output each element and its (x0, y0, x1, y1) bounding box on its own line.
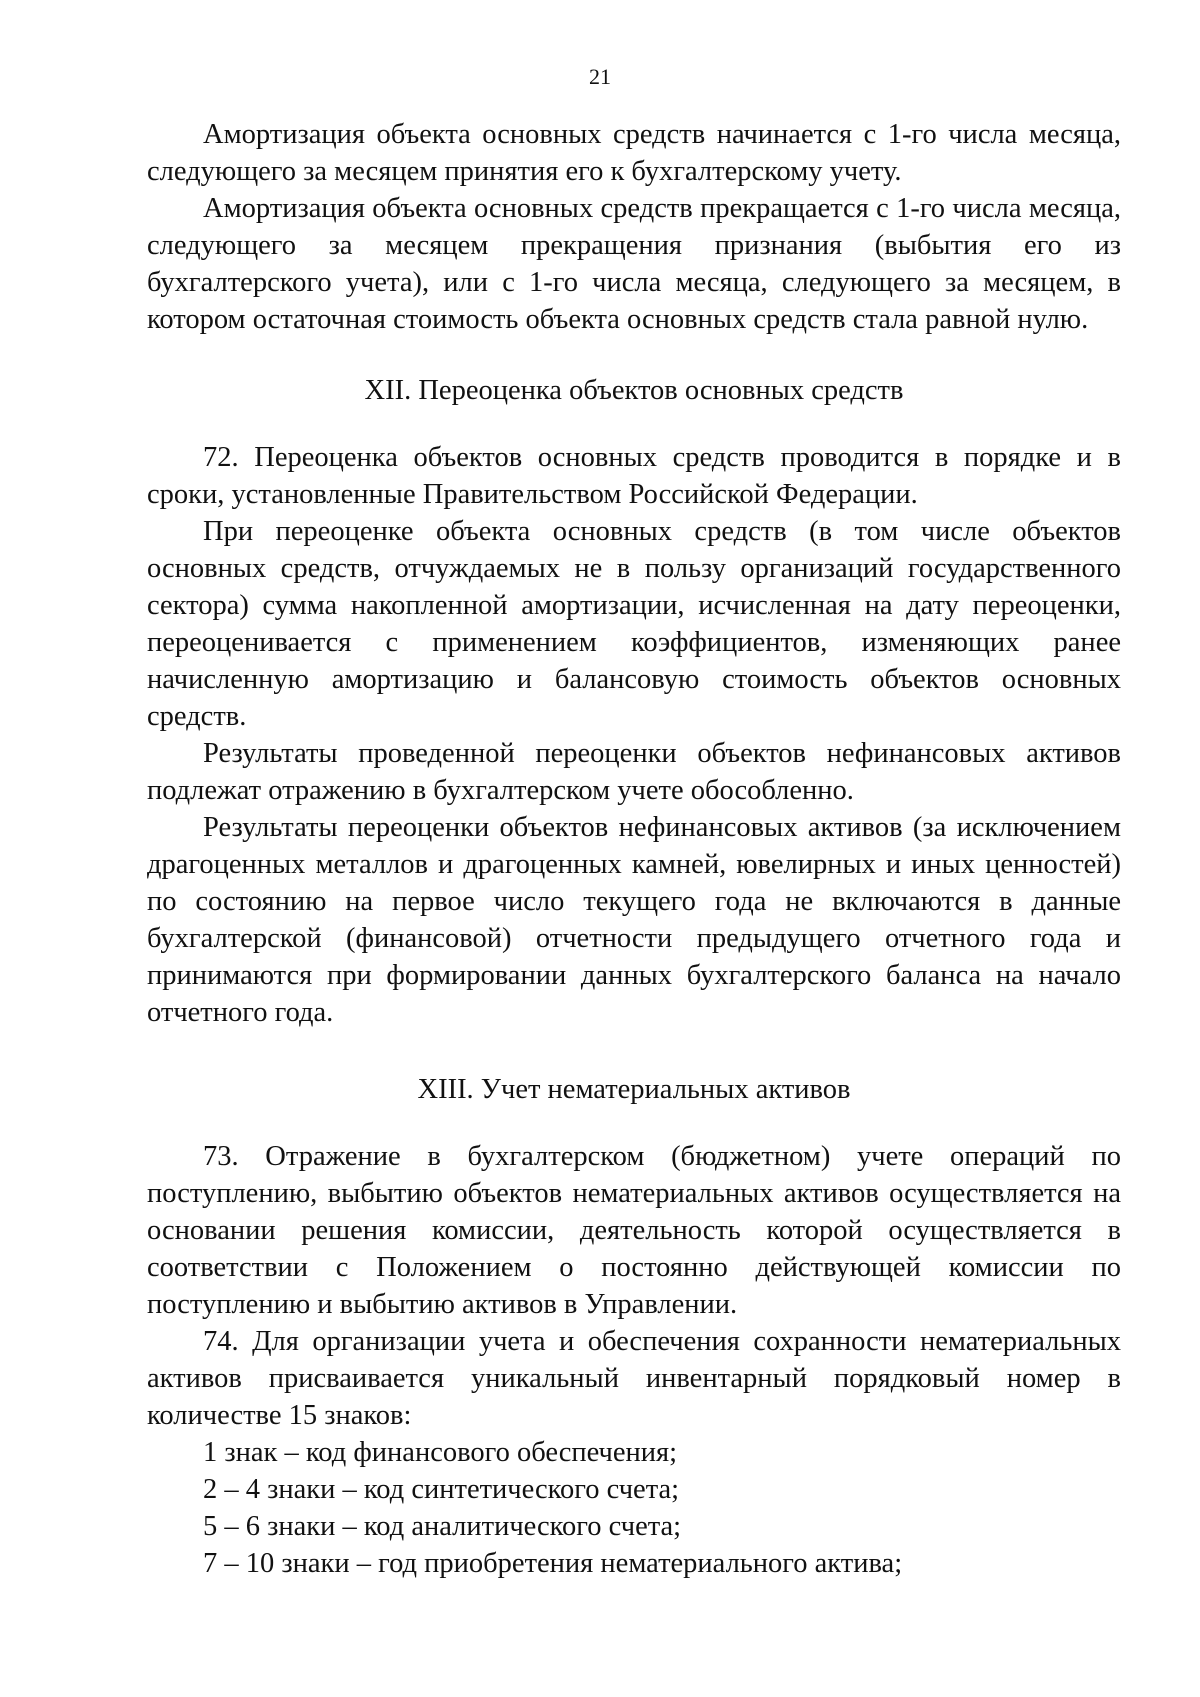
list-item-signs-2-4: 2 – 4 знаки – код синтетического счета; (203, 1474, 680, 1505)
paragraph-72: 72. Переоценка объектов основных средств проводится в порядке и в сроки, установленные Правительством Российской Федерации. (147, 442, 1121, 510)
page-number: 21 (589, 64, 611, 89)
list-item-signs-5-6: 5 – 6 знаки – код аналитического счета; (203, 1511, 682, 1542)
section-heading-xiii: XIII. Учет нематериальных активов (417, 1074, 851, 1105)
paragraph-depreciation-start: Амортизация объекта основных средств начинается с 1-го числа месяца, следующего за месяцем принятия его к бухгалтерскому учету. (147, 119, 1121, 187)
paragraph-74: 74. Для организации учета и обеспечения сохранности нематериальных активов присваивается уникальный инвентарный порядковый номер в количестве 15 знаков: (147, 1326, 1121, 1431)
list-item-signs-7-10: 7 – 10 знаки – год приобретения нематериального актива; (203, 1548, 903, 1579)
list-item-sign-1: 1 знак – код финансового обеспечения; (203, 1437, 678, 1468)
document-body (147, 116, 1121, 1582)
paragraph-revaluation-reporting: Результаты переоценки объектов нефинансовых активов (за исключением драгоценных металлов и драгоценных камней, ювелирных и иных ценностей) по состоянию на первое число текущего года не включаются в данные бухгалтерской (финансовой) отчетности предыдущего отчетного года и принимаются при формировании данных бухгалтерского баланса на начало отчетного года. (147, 812, 1121, 1028)
paragraph-revaluation-results: Результаты проведенной переоценки объектов нефинансовых активов подлежат отражению в бухгалтерском учете обособленно. (147, 738, 1121, 806)
paragraph-73: 73. Отражение в бухгалтерском (бюджетном) учете операций по поступлению, выбытию объектов нематериальных активов осуществляется на основании решения комиссии, деятельность которой осуществляется в соответствии с Положением о постоянно действующей комиссии по поступлению и выбытию активов в Управлении. (147, 1141, 1121, 1320)
paragraph-depreciation-stop: Амортизация объекта основных средств прекращается с 1-го числа месяца, следующего за месяцем прекращения признания (выбытия его из бухгалтерского учета), или с 1-го числа месяца, следующего за месяцем, в котором остаточная стоимость объекта основных средств стала равной нулю. (147, 193, 1121, 335)
paragraph-revaluation-depreciation: При переоценке объекта основных средств (в том числе объектов основных средств, отчуждаемых не в пользу организаций государственного сектора) сумма накопленной амортизации, исчисленная на дату переоценки, переоценивается с применением коэффициентов, изменяющих ранее начисленную амортизацию и балансовую стоимость объектов основных средств. (147, 516, 1121, 732)
section-heading-xii: XII. Переоценка объектов основных средств (364, 375, 904, 406)
